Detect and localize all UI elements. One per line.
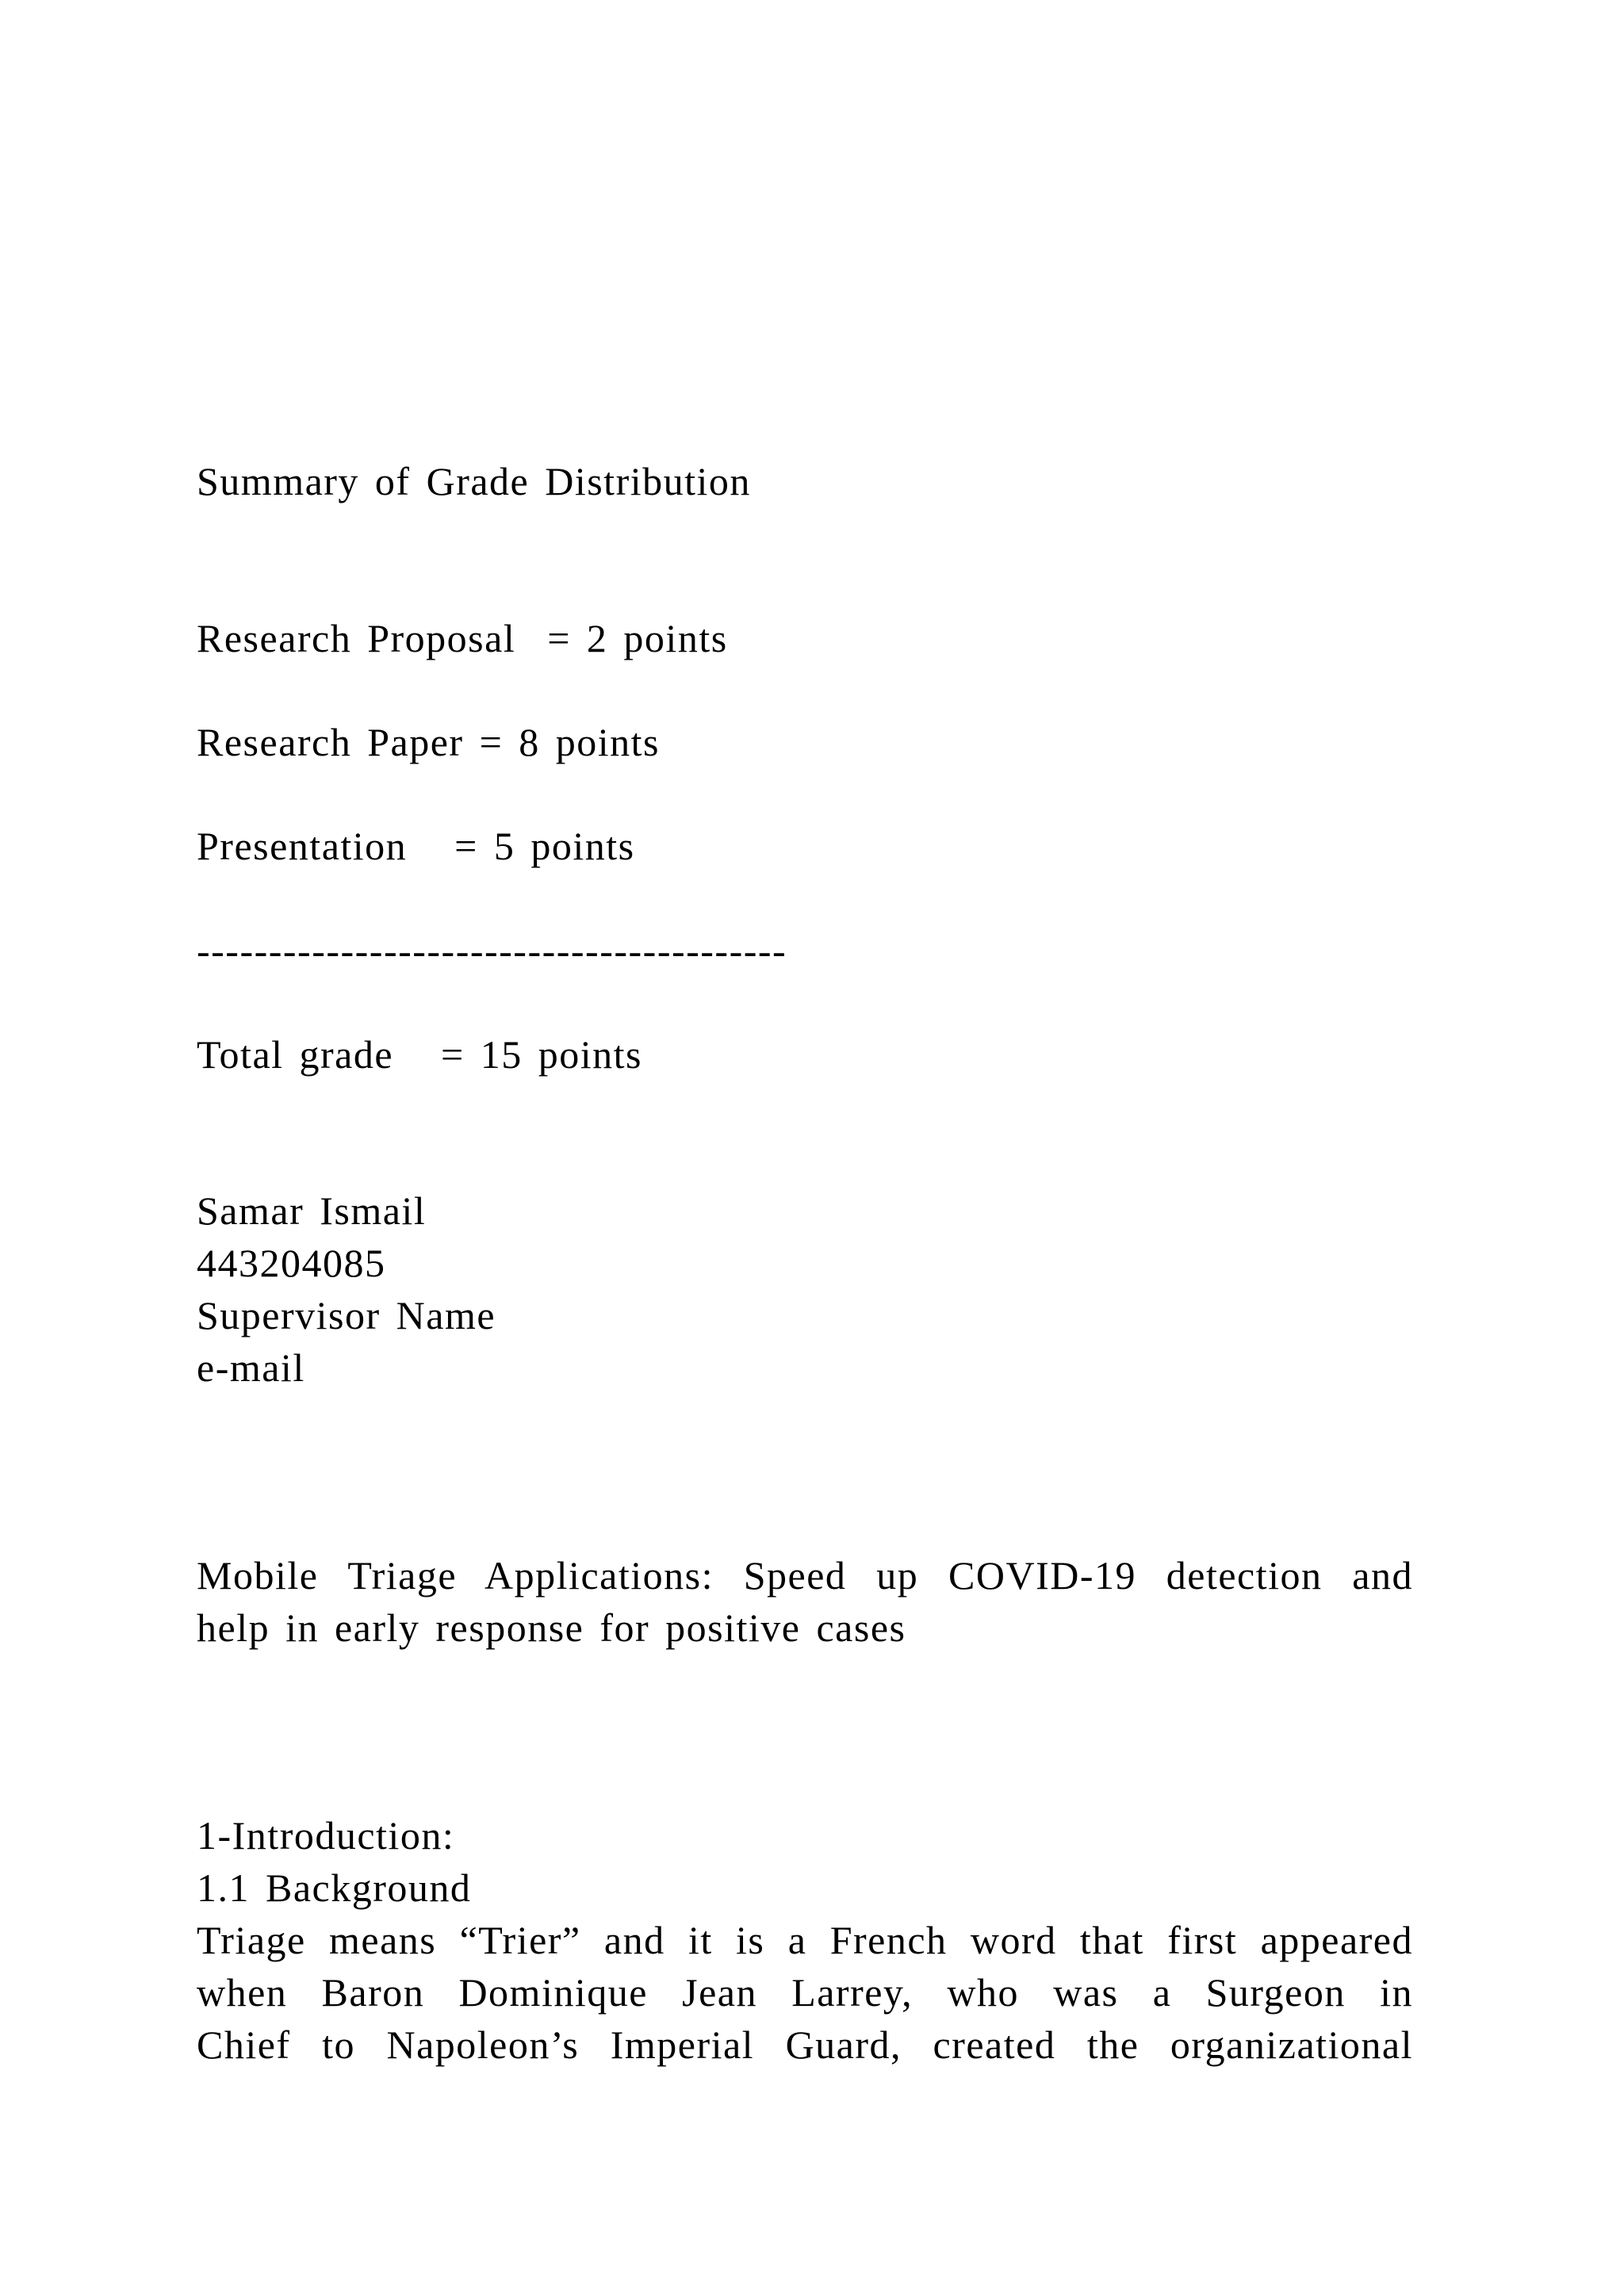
grade-summary-title: Summary of Grade Distribution: [197, 459, 751, 503]
body-line-3: Chief to Napoleon’s Imperial Guard, created the organizational: [197, 2022, 1413, 2067]
grade-total: Total grade = 15 points: [197, 1032, 643, 1077]
paper-title-line-1: Mobile Triage Applications: Speed up COVID-19 detection and: [197, 1553, 1413, 1598]
supervisor-name: Supervisor Name: [197, 1293, 496, 1337]
author-name: Samar Ismail: [197, 1188, 427, 1233]
grade-item-paper: Research Paper = 8 points: [197, 720, 661, 764]
student-id: 443204085: [197, 1241, 386, 1285]
body-line-1: Triage means “Trier” and it is a French word that first appeared: [197, 1918, 1413, 1962]
author-email: e-mail: [197, 1345, 305, 1390]
grade-item-proposal: Research Proposal = 2 points: [197, 616, 728, 660]
grade-item-presentation: Presentation = 5 points: [197, 824, 635, 868]
grade-separator: -----------------------------------------: [197, 928, 787, 973]
background-subheading: 1.1 Background: [197, 1866, 472, 1910]
introduction-heading: 1-Introduction:: [197, 1813, 455, 1858]
paper-title-line-2: help in early response for positive cases: [197, 1605, 906, 1650]
body-line-2: when Baron Dominique Jean Larrey, who was a Surgeon in: [197, 1970, 1413, 2015]
